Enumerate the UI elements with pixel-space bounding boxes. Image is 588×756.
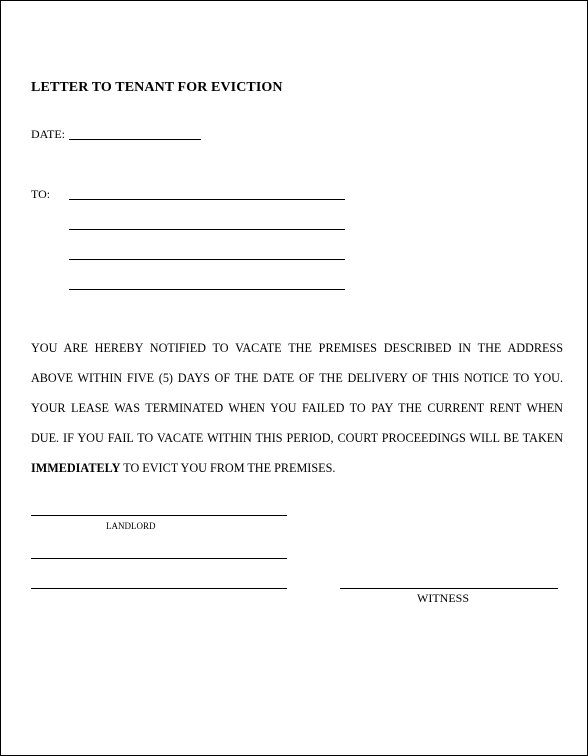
date-label: DATE: [31, 127, 65, 141]
to-label: TO: [31, 187, 51, 201]
address-blank-line-4 [69, 289, 345, 290]
notice-body [31, 333, 563, 483]
address-blank-line-2 [69, 229, 345, 230]
landlord-signature-line [31, 515, 287, 516]
document-title: LETTER TO TENANT FOR EVICTION [31, 80, 283, 95]
signature-blank-line-3 [31, 588, 287, 589]
witness-signature-line [340, 588, 558, 589]
date-blank-line [69, 139, 201, 140]
notice-body-text-end: TO EVICT YOU FROM THE PREMISES. [120, 461, 336, 475]
address-blank-line-1 [69, 199, 345, 200]
witness-label: WITNESS [417, 591, 469, 605]
signature-blank-line-2 [31, 558, 287, 559]
notice-body-text: YOU ARE HEREBY NOTIFIED TO VACATE THE PREMISES DESCRIBED IN THE ADDRESS ABOVE WITHIN FIVE (5) DAYS OF THE DATE OF THE DELIVERY OF THIS NOTICE TO YOU. YOUR LEASE WAS TERMINATED WHEN YOU FAILED TO PAY THE CURRENT RENT WHEN DUE. IF YOU FAIL TO VACATE WITHIN THIS PERIOD, COURT PROCEEDINGS WILL BE TAKEN [31, 341, 563, 445]
address-blank-line-3 [69, 259, 345, 260]
landlord-label: LANDLORD [106, 521, 156, 531]
notice-body-emphasis: IMMEDIATELY [31, 461, 121, 475]
